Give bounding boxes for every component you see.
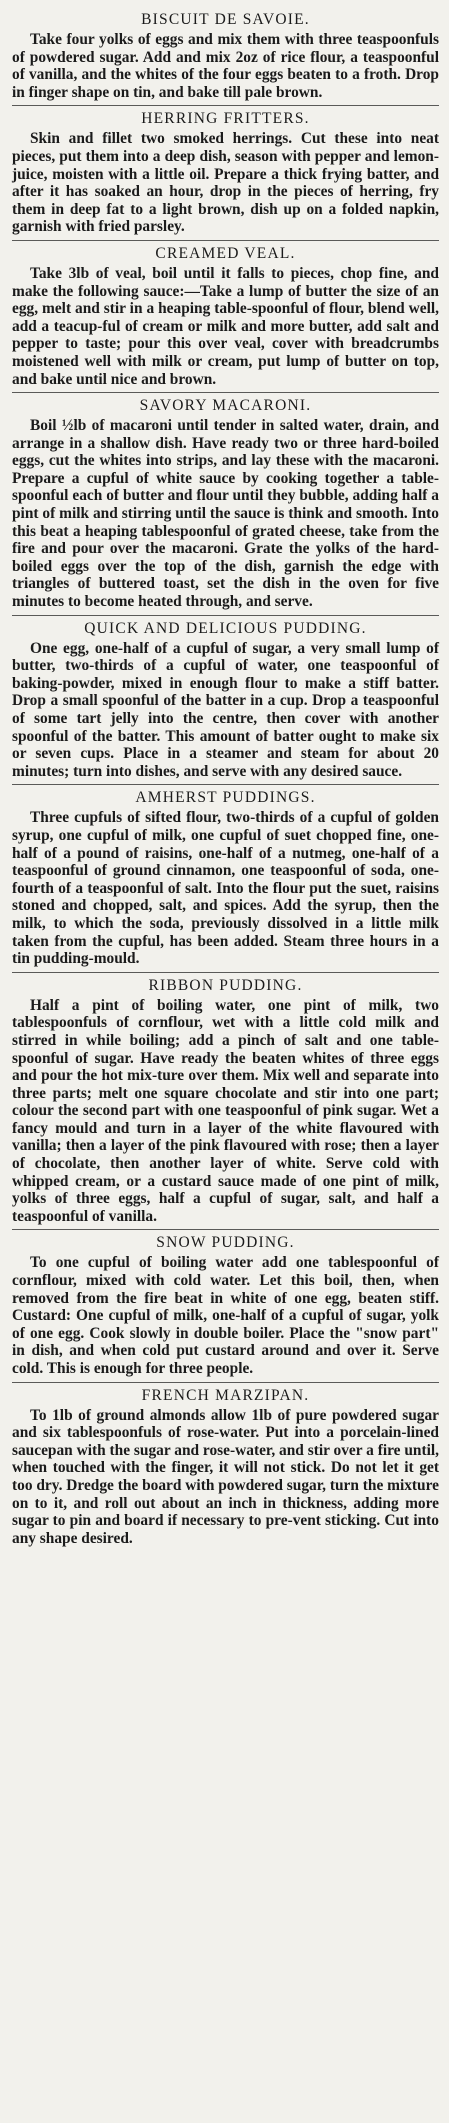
recipe-quick-and-delicious-pudding (12, 619, 439, 781)
recipe-snow-pudding (12, 1233, 439, 1377)
recipe-title: BISCUIT DE SAVOIE. (141, 11, 310, 28)
recipe-biscuit-de-savoie (12, 10, 439, 101)
recipe-title: SNOW PUDDING. (156, 1234, 295, 1252)
recipe-creamed-veal (12, 244, 439, 388)
recipe-text: To one cupful of boiling water add one tablespoonful of cornflour, mixed with cold water. Let this boil, then, when removed from the fire beat in white of one egg, beaten stiff. Custard: One cupful of milk, one-half of a cupful of sugar, yolk of one egg. Cook slowly in double boiler. Place the "snow part" in dish, and when cold put custard around and over it. Serve cold. This is enough for three people. (12, 1254, 439, 1377)
recipe-text: Half a pint of boiling water, one pint of milk, two tablespoonfuls of cornflour, wet with a little cold milk and stirred in while boiling; add a pinch of salt and one table-spoonful of sugar. Have ready the beaten whites of three eggs and pour the hot mix-ture over them. Mix well and separate into three parts; melt one square chocolate and stir into one part; colour the second part with one teaspoonful of pink sugar. Wet a fancy mould and turn in a layer of the white flavoured with vanilla; then a layer of the pink flavoured with rose; then a layer of chocolate, then another layer of white. Serve cold with whipped cream, or a custard sauce made of one pint of milk, yolks of three eggs, half a cupful of sugar, salt, and half a teaspoonful of vanilla. (12, 996, 439, 1225)
recipe-title: CREAMED VEAL. (155, 244, 296, 262)
divider (12, 784, 439, 785)
divider (12, 1382, 439, 1383)
divider (12, 105, 439, 106)
divider (12, 972, 439, 973)
recipe-text: Take four yolks of eggs and mix them with three teaspoonfuls of powdered sugar. Add and mix 2oz of rice flour, a teaspoonful of vanilla, and the whites of the four eggs beaten to a froth. Drop in finger shape on tin, and bake till pale brown. (12, 31, 439, 101)
divider (12, 615, 439, 616)
recipe-amherst-puddings (12, 788, 439, 967)
recipe-title: HERRING FRITTERS. (141, 110, 310, 128)
recipe-text: To 1lb of ground almonds allow 1lb of pure powdered sugar and six tablespoonfuls of rose-water. Put into a porcelain-lined saucepan with the sugar and rose-water, and stir over a fire until, when touched with the finger, it will not stick. Do not let it get too dry. Dredge the board with powdered sugar, turn the mixture on to it, and roll out about an inch in thickness, adding more sugar to pin and board if necessary to pre-vent sticking. Cut into any shape desired. (12, 1406, 439, 1547)
divider (12, 240, 439, 241)
divider (12, 392, 439, 393)
recipe-text: Take 3lb of veal, boil until it falls to pieces, chop fine, and make the following sauce:—Take a lump of butter the size of an egg, melt and stir in a heaping table-spoonful of flour, blend well, add a teacup-ful of cream or milk and more butter, add salt and pepper to taste; pour this over veal, cover with breadcrumbs moistened well with milk or cream, put lump of butter on top, and bake until nice and brown. (12, 264, 439, 388)
recipe-title: QUICK AND DELICIOUS PUDDING. (84, 619, 367, 637)
recipe-title: AMHERST PUDDINGS. (135, 789, 316, 807)
divider (12, 1229, 439, 1230)
recipe-text: Three cupfuls of sifted flour, two-thirds of a cupful of golden syrup, one cupful of milk, one cupful of suet chopped fine, one-half of a pound of raisins, one-half of a nutmeg, one-half of a teaspoonful of ground cinnamon, one teaspoonful of soda, one-fourth of a teaspoonful of salt. Into the flour put the suet, raisins stoned and chopped, salt, and spices. Add the syrup, then the milk, to which the soda, previously dissolved in a little milk taken from the cupful, has been added. Steam three hours in a tin pudding-mould. (12, 809, 439, 968)
recipe-herring-fritters (12, 109, 439, 236)
recipe-title: SAVORY MACARONI. (139, 397, 312, 415)
recipe-text: Skin and fillet two smoked herrings. Cut these into neat pieces, put them into a deep dish, season with pepper and lemon-juice, moisten with a little oil. Prepare a thick frying batter, and after it has soaked an hour, drop in the pieces of herring, fry them in deep fat to a light brown, dish up on a folded napkin, garnish with fried parsley. (12, 130, 439, 236)
recipe-french-marzipan (12, 1386, 439, 1548)
recipe-text: One egg, one-half of a cupful of sugar, a very small lump of butter, two-thirds of a cupful of water, one teaspoonful of baking-powder, mixed in enough flour to make a stiff batter. Drop a small spoonful of the batter in a cup. Drop a teaspoonful of some tart jelly into the centre, then cover with another spoonful of the batter. This amount of batter ought to make six or seven cups. Place in a steamer and steam for about 20 minutes; turn into dishes, and serve with any desired sauce. (12, 639, 439, 780)
recipe-ribbon-pudding (12, 976, 439, 1226)
recipe-savory-macaroni (12, 396, 439, 611)
recipe-title: FRENCH MARZIPAN. (141, 1386, 310, 1404)
recipe-title: RIBBON PUDDING. (148, 976, 303, 994)
recipe-text: Boil ½lb of macaroni until tender in salted water, drain, and arrange in a shallow dish. Have ready two or three hard-boiled eggs, cut the whites into strips, and lay these with the macaroni. Prepare a cupful of white sauce by cooking together a table-spoonful each of butter and flour until they bubble, adding half a pint of milk and stirring until the sauce is think and smooth. Into this beat a heaping tablespoonful of grated cheese, take from the fire and pour over the macaroni. Grate the yolks of the hard-boiled eggs over the top of the dish, garnish the edge with triangles of buttered toast, set the dish in the oven for five minutes to become heated through, and serve. (12, 417, 439, 611)
